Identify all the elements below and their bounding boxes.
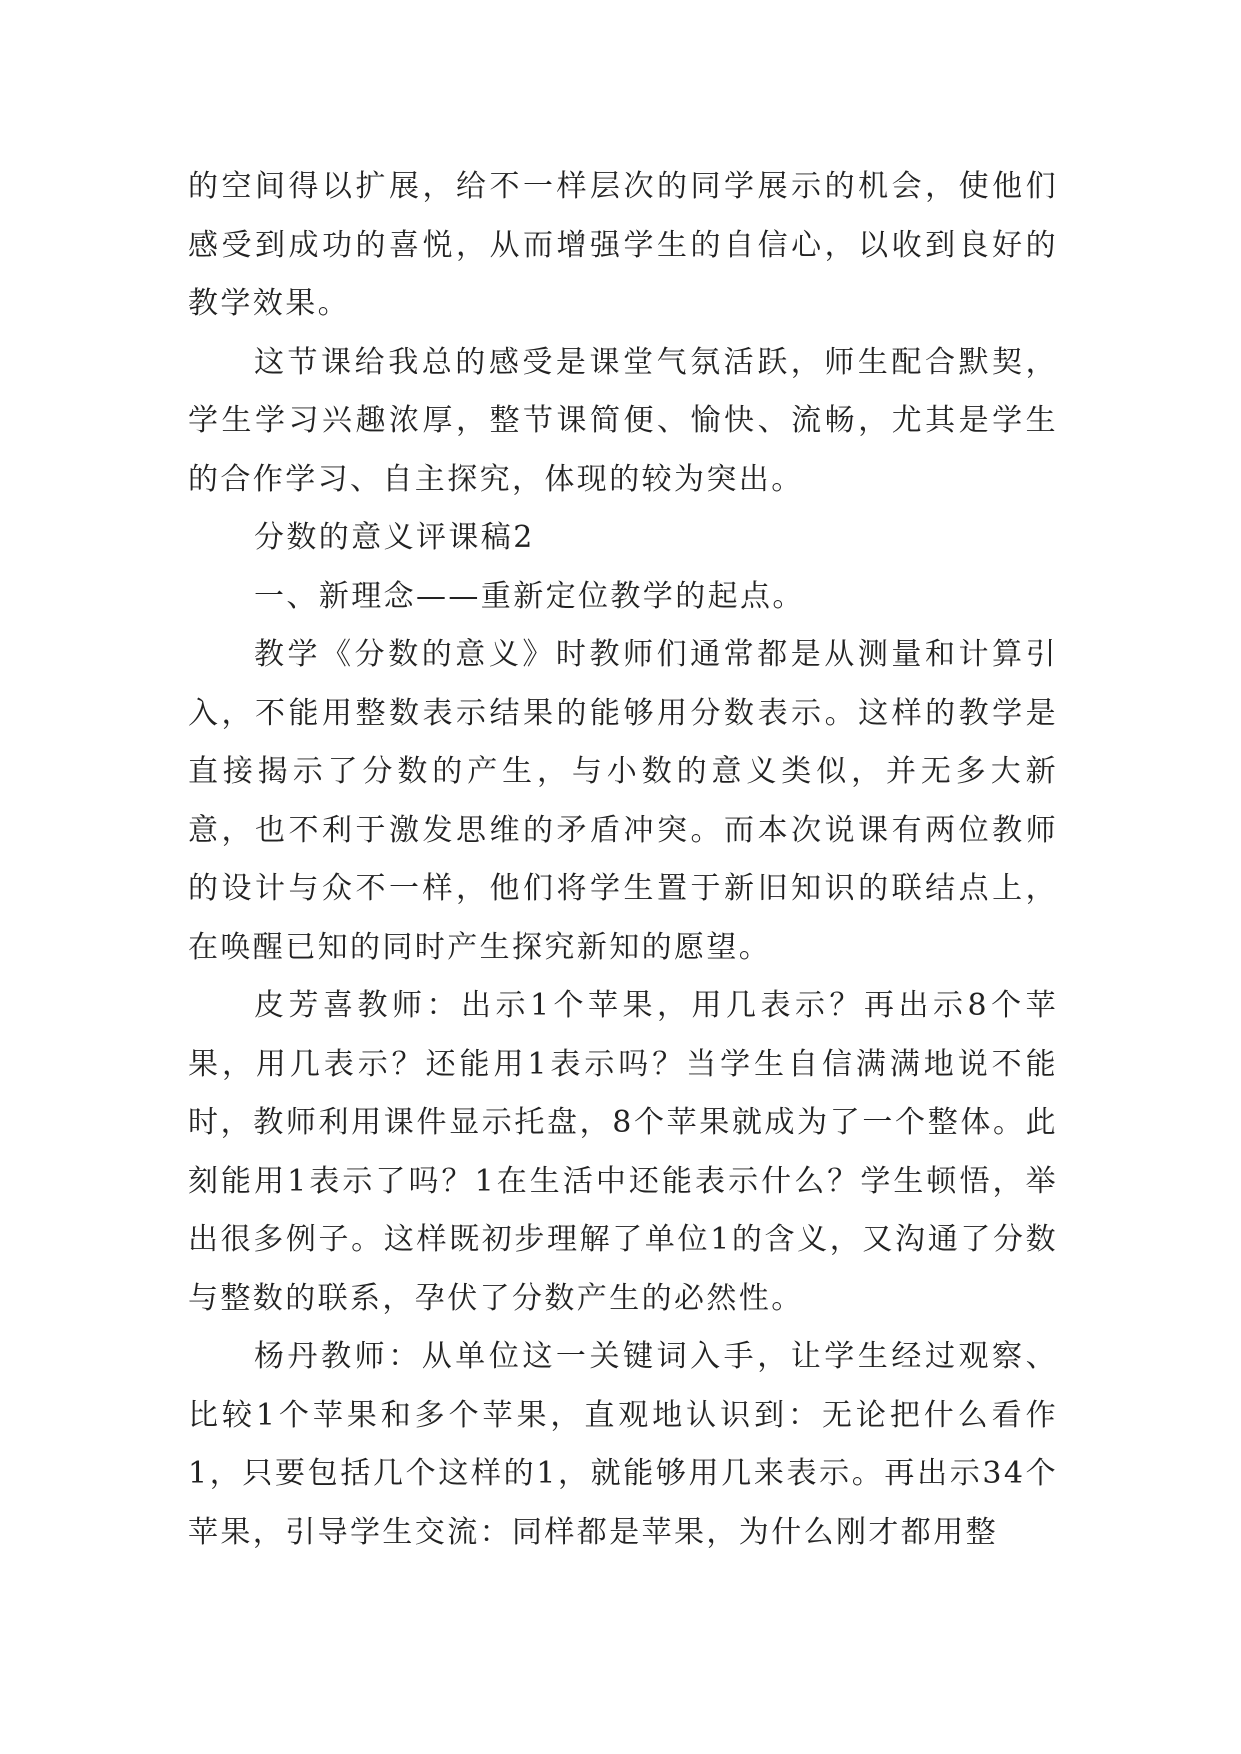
paragraph-summary: 这节课给我总的感受是课堂气氛活跃，师生配合默契，学生学习兴趣浓厚，整节课简便、愉快、流畅，尤其是学生的合作学习、自主探究，体现的较为突出。 — [188, 344, 1058, 497]
paragraph-teacher-pi: 皮芳喜教师：出示1个苹果，用几表示？再出示8个苹果，用几表示？还能用1表示吗？当学生自信满满地说不能时，教师利用课件显示托盘，8个苹果就成为了一个整体。此刻能用1表示了吗？1在生活中还能表示什么？学生顿悟，举出很多例子。这样既初步理解了单位1的含义，又沟通了分数与整数的联系，孕伏了分数产生的必然性。 — [188, 988, 1058, 1316]
paragraph-teacher-yang: 杨丹教师：从单位这一关键词入手，让学生经过观察、比较1个苹果和多个苹果，直观地认识到：无论把什么看作1，只要包括几个这样的1，就能够用几来表示。再出示34个苹果，引导学生交流：同样都是苹果，为什么刚才都用整 — [188, 1339, 1058, 1550]
section-title: 分数的意义评课稿2 — [254, 520, 535, 555]
paragraph-teaching: 教学《分数的意义》时教师们通常都是从测量和计算引入，不能用整数表示结果的能够用分数表示。这样的教学是直接揭示了分数的产生，与小数的意义类似，并无多大新意，也不利于激发思维的矛盾冲突。而本次说课有两位教师的设计与众不一样，他们将学生置于新旧知识的联结点上，在唤醒已知的同时产生探究新知的愿望。 — [188, 637, 1058, 965]
document-body — [188, 158, 1058, 1562]
subsection-heading: 一、新理念——重新定位教学的起点。 — [254, 578, 805, 614]
paragraph-continuation: 的空间得以扩展，给不一样层次的同学展示的机会，使他们感受到成功的喜悦，从而增强学生的自信心，以收到良好的教学效果。 — [188, 169, 1058, 321]
